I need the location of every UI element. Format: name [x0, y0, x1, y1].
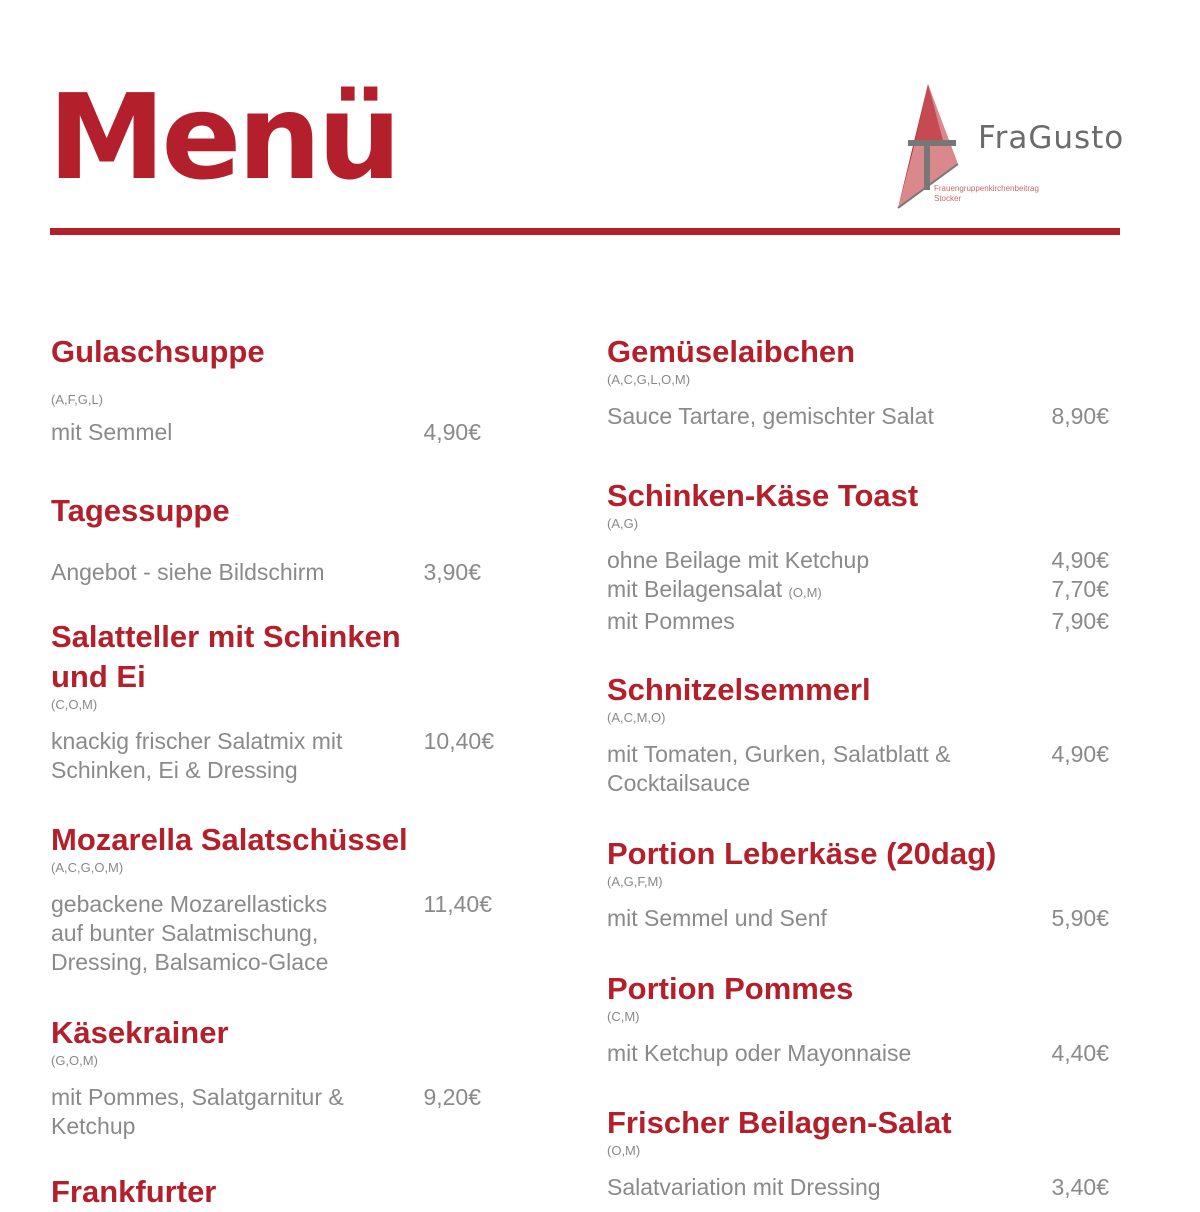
item-price: 11,40€: [423, 891, 492, 917]
item-row: [607, 740, 1109, 798]
item-description: Angebot - siehe Bildschirm: [51, 559, 325, 585]
fragusto-logo: [894, 84, 1134, 214]
item-price: 5,90€: [1051, 905, 1109, 931]
item-row: [51, 890, 492, 977]
item-allergens: (A,C,G,L,O,M): [607, 372, 691, 387]
item-allergens: (C,M): [607, 1009, 640, 1024]
menu-item-schnitzelsemmerl: [607, 670, 1109, 798]
item-price: 10,40€: [423, 728, 494, 754]
item-description: [607, 575, 1109, 607]
item-name: Frischer Beilagen-Salat: [607, 1105, 952, 1140]
item-row: [607, 1173, 1109, 1202]
item-row: [607, 904, 1109, 933]
menu-item-kaesekrainer: [51, 1013, 481, 1141]
item-row: [51, 1083, 481, 1141]
item-description: mit Pommes, Salatgarnitur & Ketchup: [51, 1084, 344, 1139]
item-row: [607, 546, 1109, 575]
item-name: Frankfurter: [51, 1174, 217, 1209]
item-name: Gemüselaibchen: [607, 334, 856, 369]
item-row: [51, 727, 494, 785]
item-allergens: (O,M): [607, 1143, 641, 1158]
menu-item-portion-leberkaese: [607, 834, 1109, 933]
item-description: gebackene Mozarellasticks auf bunter Salatmischung, Dressing, Balsamico-Glace: [51, 891, 329, 975]
item-name: Salatteller mit Schinken und Ei: [51, 619, 401, 694]
menu-item-portion-pommes: [607, 969, 1109, 1068]
item-description: mit Semmel und Senf: [607, 905, 827, 931]
menu-item-salatteller: [51, 617, 494, 785]
menu-item-schinken-kaese-toast: [607, 476, 1109, 636]
item-allergens: (C,O,M): [51, 697, 98, 712]
menu-item-frischer-beilagen-salat: [607, 1103, 1109, 1202]
item-row: [607, 1039, 1109, 1068]
menu-item-mozarella-salatschuessel: [51, 820, 492, 977]
item-price: 8,90€: [1051, 403, 1109, 429]
page-title: Menü: [48, 68, 398, 206]
menu-item-gemueselaibchen: [607, 332, 1109, 431]
item-description: mit Tomaten, Gurken, Salatblatt & Cocktailsauce: [607, 741, 951, 796]
item-row: [51, 558, 481, 587]
item-price: 3,40€: [1051, 1174, 1109, 1200]
item-name: Schnitzelsemmerl: [607, 672, 871, 707]
item-price: 4,90€: [423, 419, 481, 445]
item-allergens: (A,F,G,L): [51, 392, 104, 407]
item-allergens: (A,C,M,O): [607, 710, 666, 725]
item-price: 9,20€: [423, 1084, 481, 1110]
item-price: 4,90€: [1051, 741, 1109, 767]
item-name: Gulaschsuppe: [51, 334, 265, 369]
item-description: mit Pommes: [607, 608, 735, 634]
item-allergens: (A,G,F,M): [607, 874, 663, 889]
item-row: [607, 402, 1109, 431]
item-price: 7,70€: [1051, 576, 1109, 602]
header-divider: [50, 228, 1120, 235]
item-row: [607, 575, 1109, 607]
item-allergens: (A,G): [607, 516, 639, 531]
item-row: [51, 418, 481, 447]
item-description: Sauce Tartare, gemischter Salat: [607, 403, 934, 429]
item-row: [607, 607, 1109, 636]
item-name: Tagessuppe: [51, 493, 230, 528]
item-price: 4,40€: [1051, 1040, 1109, 1066]
item-price: 7,90€: [1051, 608, 1109, 634]
menu-item-gulaschsuppe: [51, 332, 481, 447]
item-price: 3,90€: [423, 559, 481, 585]
item-description: ohne Beilage mit Ketchup: [607, 547, 870, 573]
logo-tagline: Frauengruppenkirchenbeitrag Stocker: [934, 184, 1039, 203]
item-name: Käsekrainer: [51, 1015, 229, 1050]
item-price: 4,90€: [1051, 547, 1109, 573]
menu-item-frankfurter: [51, 1172, 481, 1212]
item-name: Schinken-Käse Toast: [607, 478, 919, 513]
item-name: Mozarella Salatschüssel: [51, 822, 408, 857]
item-allergens: (G,O,M): [51, 1053, 98, 1068]
menu-item-tagessuppe: [51, 491, 481, 587]
item-description: knackig frischer Salatmix mit Schinken, Ei & Dressing: [51, 728, 343, 783]
item-description: mit Ketchup oder Mayonnaise: [607, 1040, 912, 1066]
item-name: Portion Pommes: [607, 971, 854, 1006]
row-description-text: mit Beilagensalat: [607, 576, 783, 602]
row-allergens: (O,M): [788, 585, 822, 600]
logo-name: FraGusto: [978, 120, 1125, 156]
item-name: Portion Leberkäse (20dag): [607, 836, 997, 871]
item-description: mit Semmel: [51, 419, 173, 445]
item-description: Salatvariation mit Dressing: [607, 1174, 881, 1200]
item-allergens: (A,C,G,O,M): [51, 860, 124, 875]
